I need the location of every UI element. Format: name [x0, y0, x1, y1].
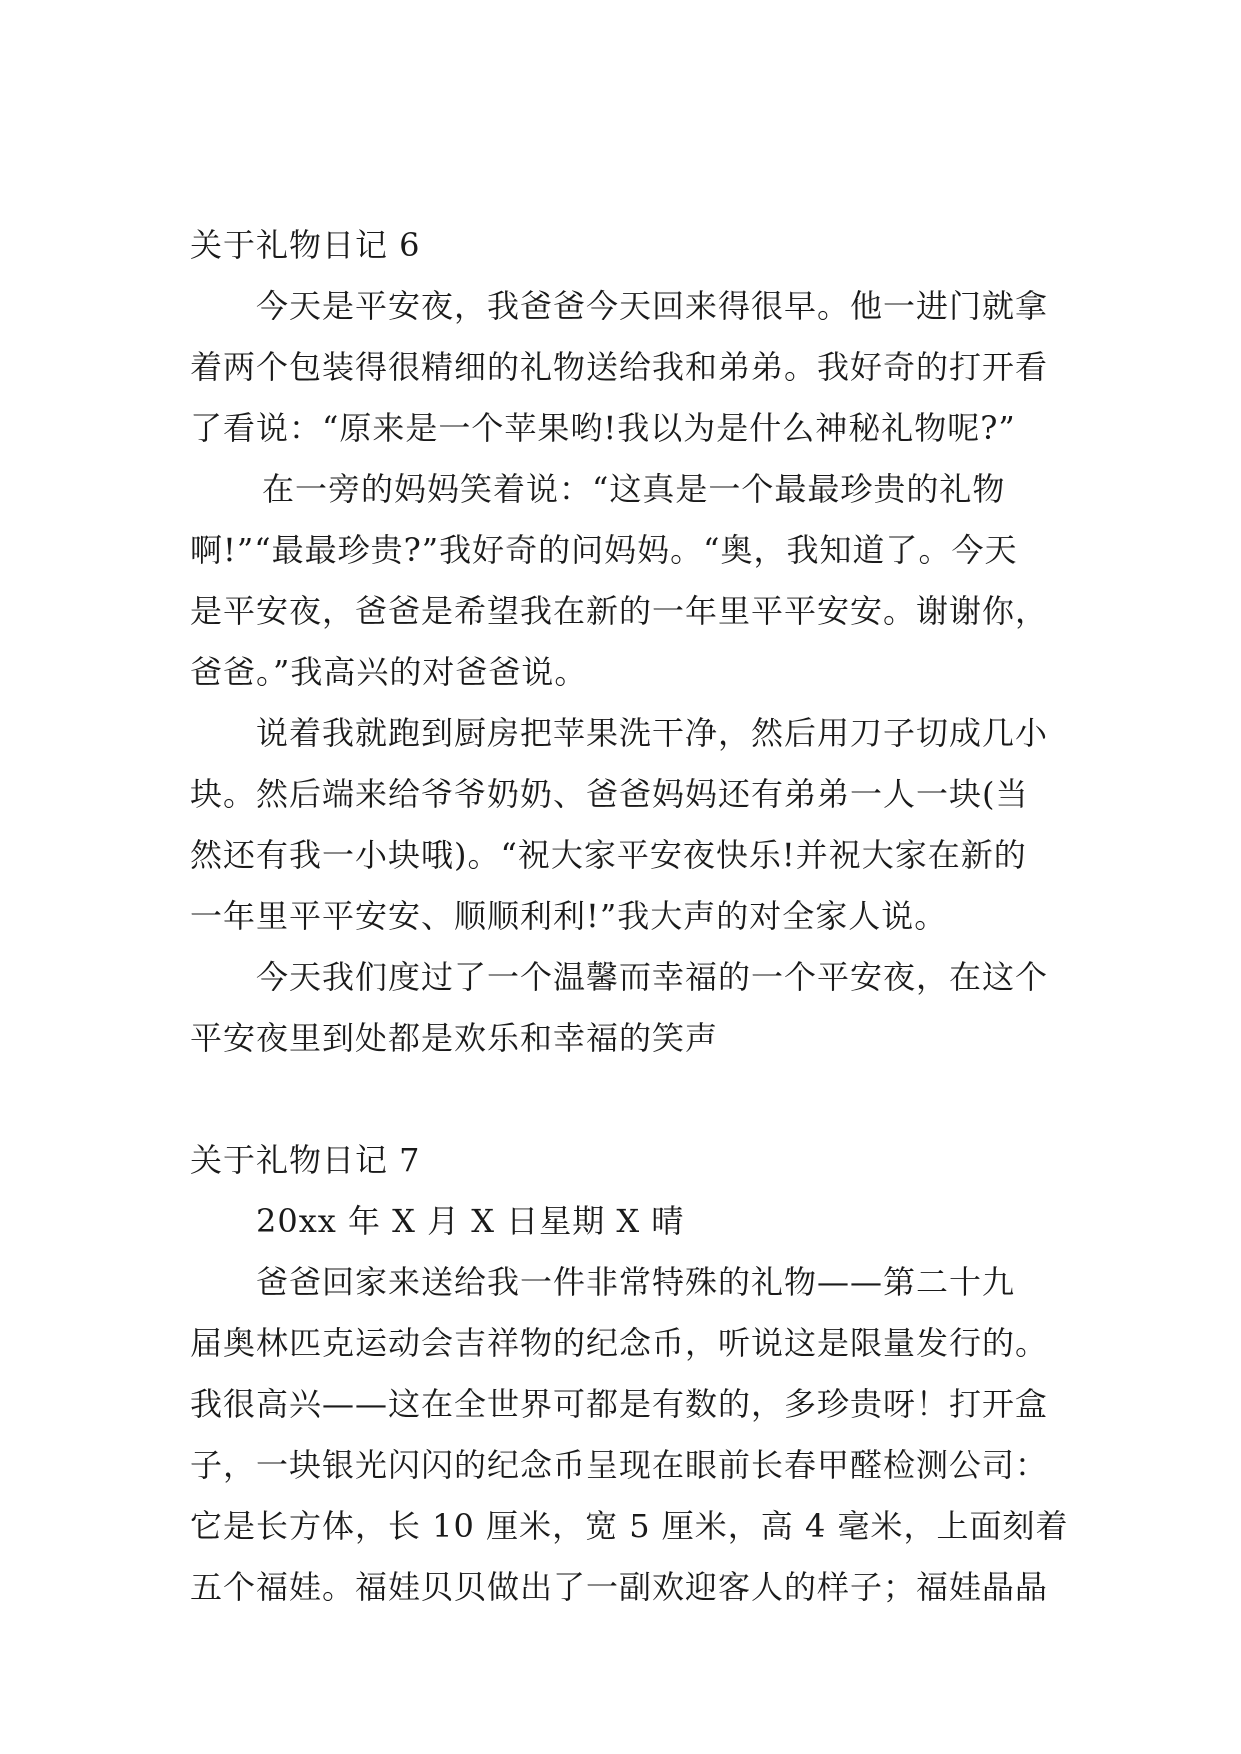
paragraph	[190, 947, 1050, 1069]
paragraph-line: 平安夜里到处都是欢乐和幸福的笑声	[190, 1019, 719, 1057]
paragraph-line: 啊!”“最最珍贵?”我好奇的问妈妈。“奥，我知道了。今天	[190, 531, 1018, 569]
paragraph-line: 了看说：“原来是一个苹果哟!我以为是什么神秘礼物呢?”	[190, 409, 1016, 447]
paragraph-line: 一年里平平安安、顺顺利利!”我大声的对全家人说。	[190, 897, 948, 935]
paragraph	[190, 1252, 1069, 1618]
paragraph-line: 爸爸回家来送给我一件非常特殊的礼物——第二十九	[256, 1263, 1016, 1301]
paragraph-line: 今天我们度过了一个温馨而幸福的一个平安夜，在这个	[256, 958, 1049, 996]
paragraph	[190, 1191, 1050, 1252]
paragraph-line: 着两个包装得很精细的礼物送给我和弟弟。我好奇的打开看	[190, 348, 1049, 386]
paragraph	[190, 276, 1050, 459]
paragraph-line: 是平安夜，爸爸是希望我在新的一年里平平安安。谢谢你，	[190, 592, 1049, 630]
section-spacer	[190, 1069, 1050, 1130]
paragraph-line: 在一旁的妈妈笑着说：“这真是一个最最珍贵的礼物	[262, 470, 1006, 508]
paragraph-line: 届奥林匹克运动会吉祥物的纪念币，听说这是限量发行的。	[190, 1324, 1049, 1362]
paragraph-line: 我很高兴——这在全世界可都是有数的，多珍贵呀！打开盒	[190, 1385, 1049, 1423]
paragraph	[190, 703, 1050, 947]
document-body	[190, 215, 1069, 1618]
paragraph-line: 说着我就跑到厨房把苹果洗干净，然后用刀子切成几小	[256, 714, 1049, 752]
paragraph-line: 五个福娃。福娃贝贝做出了一副欢迎客人的样子；福娃晶晶	[190, 1568, 1049, 1606]
paragraph-line: 爸爸。”我高兴的对爸爸说。	[190, 653, 588, 691]
paragraph-line: 今天是平安夜，我爸爸今天回来得很早。他一进门就拿	[256, 287, 1049, 325]
paragraph	[190, 459, 1050, 703]
section-heading: 关于礼物日记 7	[190, 1141, 421, 1179]
paragraph-line: 然还有我一小块哦)。“祝大家平安夜快乐!并祝大家在新的	[190, 836, 1027, 874]
section-heading: 关于礼物日记 6	[190, 226, 421, 264]
paragraph-line: 块。然后端来给爷爷奶奶、爸爸妈妈还有弟弟一人一块(当	[190, 775, 1029, 813]
date-line: 20xx 年 X 月 X 日星期 X 晴	[256, 1202, 685, 1240]
paragraph-line: 它是长方体，长 10 厘米，宽 5 厘米，高 4 毫米，上面刻着	[190, 1507, 1069, 1545]
paragraph-line: 子，一块银光闪闪的纪念币呈现在眼前长春甲醛检测公司：	[190, 1446, 1049, 1484]
